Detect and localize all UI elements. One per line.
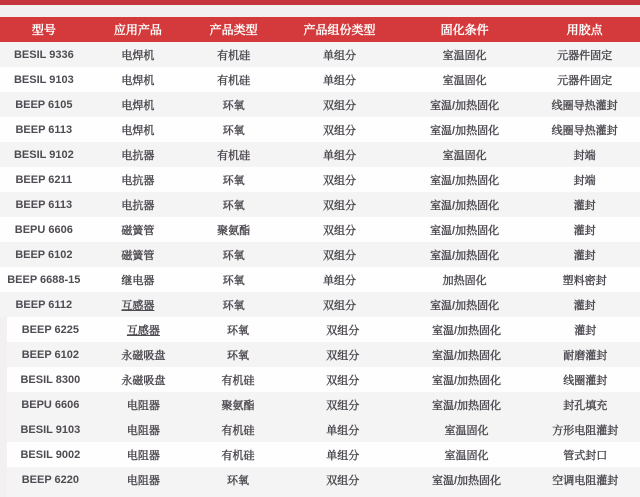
cell-type: 环氧 [222,299,245,312]
table-row [7,317,640,342]
cell-glue_point: 塑料密封 [562,274,607,287]
cell-model: BEPU 6606 [14,223,73,236]
cell-curing: 室温/加热固化 [431,399,502,412]
cell-model: BEPU 6606 [21,398,80,411]
table-row [7,342,640,367]
cell-type: 环氧 [222,174,245,187]
cell-type: 环氧 [227,324,250,337]
header-cell-type: 产品类型 [209,23,258,37]
cell-type: 聚氨酯 [221,399,255,412]
cell-component: 单组分 [326,449,360,462]
table-row [0,117,640,142]
cell-product: 电阻器 [126,474,160,487]
table-bottom-filler [7,492,640,497]
cell-curing: 室温/加热固化 [430,249,500,262]
table-row [0,92,640,117]
cell-curing: 室温固化 [444,424,489,437]
cell-component: 双组分 [322,299,356,312]
cell-glue_point: 管式封口 [563,449,608,462]
cell-type: 环氧 [222,199,245,212]
cell-component: 单组分 [322,274,356,287]
cell-model: BESIL 9336 [13,48,74,61]
header-cell-component: 产品组份类型 [303,23,376,37]
cell-type: 有机硅 [217,74,251,87]
cell-glue_point: 灌封 [573,249,596,262]
cell-curing: 室温/加热固化 [431,324,502,337]
cell-curing: 室温/加热固化 [430,199,500,212]
cell-type: 环氧 [227,349,250,362]
cell-type: 环氧 [222,249,245,262]
table-row [0,67,640,92]
cell-product: 电焊机 [121,74,155,87]
cell-curing: 室温/加热固化 [430,99,500,112]
cell-component: 双组分 [322,124,356,137]
table-body [0,42,640,492]
cell-component: 单组分 [322,74,356,87]
cell-component: 双组分 [322,224,356,237]
cell-product: 电阻器 [126,399,160,412]
products-table [0,17,640,497]
cell-glue_point: 元器件固定 [557,49,613,62]
table-row [0,167,640,192]
cell-curing: 室温/加热固化 [430,174,500,187]
cell-product-link[interactable]: 互感器 [121,299,155,312]
cell-glue_point: 空调电阻灌封 [552,474,619,487]
cell-curing: 室温/加热固化 [430,299,500,312]
cell-component: 双组分 [322,99,356,112]
cell-product: 磁簧管 [121,249,155,262]
cell-product: 电阻器 [126,424,160,437]
table-row [0,192,640,217]
table-row [0,267,640,292]
cell-glue_point: 线圈灌封 [563,374,608,387]
cell-curing: 室温/加热固化 [431,374,502,387]
table-row [0,217,640,242]
header-cell-model: 型号 [31,23,56,37]
cell-glue_point: 灌封 [573,224,596,237]
cell-glue_point: 方形电阻灌封 [552,424,619,437]
cell-glue_point: 封端 [573,149,596,162]
cell-component: 双组分 [326,374,360,387]
table-row [7,467,640,492]
cell-type: 环氧 [222,274,245,287]
table-row [7,417,640,442]
cell-glue_point: 灌封 [573,199,596,212]
cell-model: BESIL 9102 [13,148,74,161]
header-cell-glue_point: 用胶点 [566,23,603,37]
cell-model: BEEP 6211 [15,173,73,186]
header-cell-curing: 固化条件 [440,23,489,37]
cell-curing: 室温固化 [442,149,487,162]
cell-product-link[interactable]: 互感器 [126,324,160,337]
cell-product: 电抗器 [121,174,155,187]
cell-curing: 室温固化 [442,49,487,62]
cell-component: 双组分 [322,174,356,187]
table-row [0,42,640,67]
cell-model: BESIL 9103 [20,423,81,436]
cell-product: 继电器 [121,274,155,287]
cell-product: 永磁吸盘 [121,349,166,362]
table-row [7,442,640,467]
cell-curing: 室温固化 [444,449,489,462]
cell-component: 双组分 [326,324,360,337]
cell-glue_point: 耐磨灌封 [563,349,608,362]
table-row [7,367,640,392]
cell-model: BEEP 6102 [15,248,73,261]
cell-component: 单组分 [322,49,356,62]
cell-model: BEEP 6105 [15,98,73,111]
cell-model: BEEP 6688-15 [7,273,81,286]
cell-curing: 室温/加热固化 [431,349,502,362]
cell-curing: 室温固化 [442,74,487,87]
cell-type: 聚氨酯 [217,224,251,237]
cell-curing: 室温/加热固化 [430,124,500,137]
table-row [0,242,640,267]
table-row [0,292,640,317]
cell-type: 环氧 [222,99,245,112]
table-header-row [0,17,640,42]
cell-glue_point: 灌封 [574,324,597,337]
cell-curing: 室温/加热固化 [431,474,502,487]
table-row [0,142,640,167]
cell-type: 有机硅 [217,49,251,62]
cell-product: 电抗器 [121,199,155,212]
cell-glue_point: 线圈导热灌封 [551,124,618,137]
cell-product: 电阻器 [126,449,160,462]
cell-product: 永磁吸盘 [121,374,166,387]
cell-product: 磁簧管 [121,224,155,237]
cell-component: 双组分 [322,249,356,262]
table-row [7,392,640,417]
cell-component: 双组分 [322,199,356,212]
cell-model: BESIL 8300 [20,373,81,386]
cell-glue_point: 封孔填充 [563,399,608,412]
cell-component: 单组分 [322,149,356,162]
cell-product: 电焊机 [121,124,155,137]
cell-component: 双组分 [326,399,360,412]
cell-component: 单组分 [326,424,360,437]
cell-model: BEEP 6220 [21,473,79,486]
cell-component: 双组分 [326,349,360,362]
header-cell-product: 应用产品 [113,23,162,37]
cell-model: BESIL 9103 [13,73,74,86]
cell-curing: 加热固化 [442,274,487,287]
header-gap [0,5,640,17]
cell-model: BEEP 6113 [15,198,73,211]
cell-type: 有机硅 [221,424,255,437]
cell-type: 环氧 [227,474,250,487]
cell-type: 有机硅 [221,449,255,462]
cell-model: BEEP 6102 [21,348,79,361]
cell-product: 电抗器 [121,149,155,162]
cell-type: 环氧 [222,124,245,137]
cell-product: 电焊机 [121,99,155,112]
cell-glue_point: 线圈导热灌封 [551,99,618,112]
cell-glue_point: 灌封 [573,299,596,312]
cell-component: 双组分 [326,474,360,487]
cell-product: 电焊机 [121,49,155,62]
cell-glue_point: 元器件固定 [557,74,613,87]
cell-curing: 室温/加热固化 [430,224,500,237]
cell-type: 有机硅 [217,149,251,162]
cell-model: BEEP 6225 [21,323,79,336]
cell-glue_point: 封端 [573,174,596,187]
cell-model: BESIL 9002 [20,448,81,461]
cell-model: BEEP 6112 [15,298,73,311]
cell-model: BEEP 6113 [15,123,73,136]
cell-type: 有机硅 [221,374,255,387]
